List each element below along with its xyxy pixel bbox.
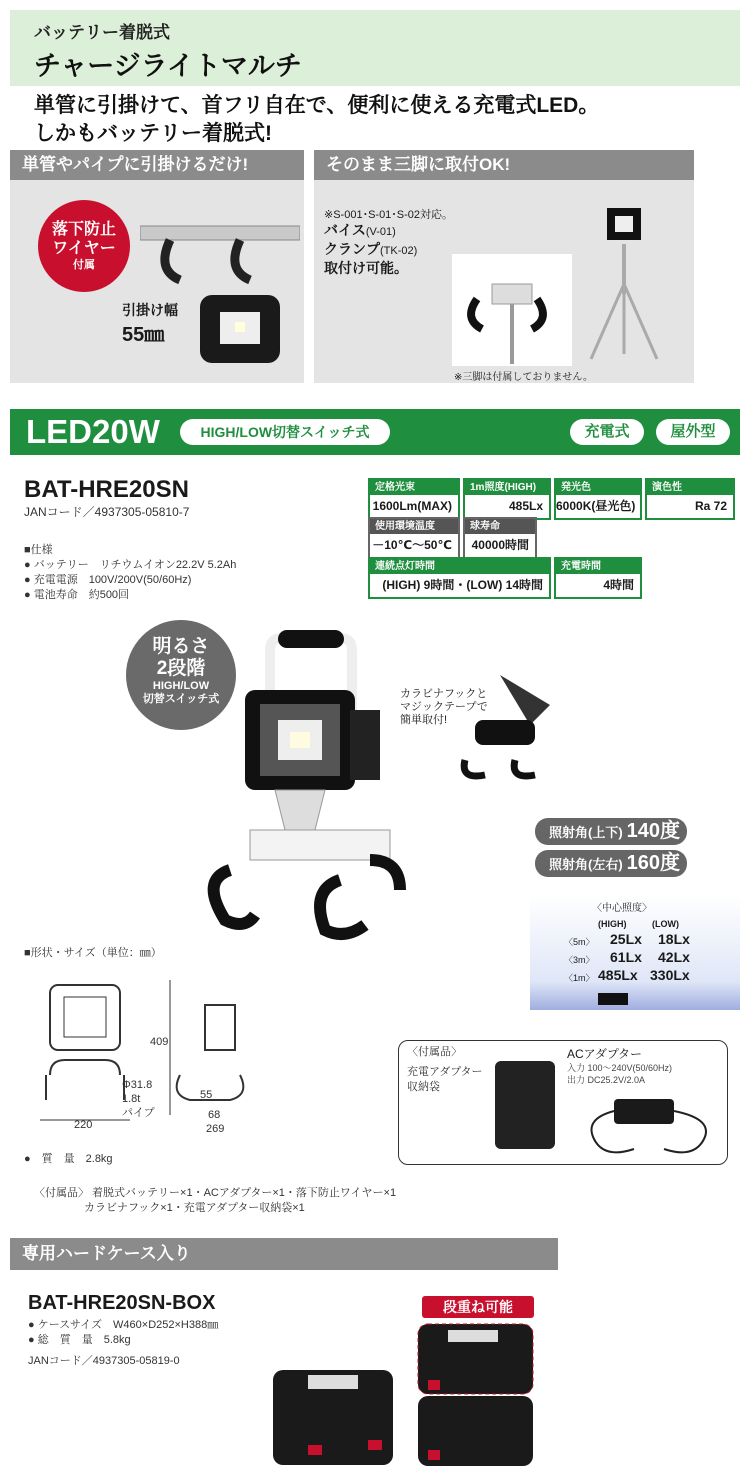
dim-55: 55	[200, 1089, 213, 1101]
led-title: LED20W	[26, 413, 160, 450]
hardcase-illustration	[268, 1320, 548, 1470]
compat-note: ※S-001･S-01･S-02対応。	[324, 209, 454, 221]
accessory-list-2: カラビナフック×1・充電アダプター収納袋×1	[84, 1202, 305, 1214]
badge-line-2: ワイヤー	[52, 240, 116, 257]
illum-dist: 〈5m〉	[564, 937, 595, 947]
dim-269: 269	[206, 1123, 225, 1135]
carabiner-line: 簡単取付!	[400, 714, 448, 726]
dim-pipe: パイプ	[122, 1107, 155, 1119]
outdoor-pill: 屋外型	[656, 419, 730, 445]
spec-box-value: 4時間	[603, 578, 634, 592]
carabiner-line: マジックテープで	[400, 701, 488, 713]
tripod-note: ※三脚は付属しておりません。	[454, 372, 593, 383]
illum-high-val: 485Lx	[598, 967, 638, 983]
spec-heading: ■仕様	[24, 544, 53, 556]
clamp-code: (TK-02)	[380, 245, 418, 257]
spec-box-label: 発光色	[556, 480, 640, 495]
spec-box-value: 40000時間	[471, 538, 529, 552]
dim-409: 409	[150, 1036, 169, 1048]
badge-bright-2: 2段階	[156, 658, 206, 679]
carabiner-line: カラビナフックと	[400, 688, 488, 700]
led-banner	[10, 409, 740, 455]
spec-box-value: Ra 72	[694, 499, 727, 513]
ac-title: ACアダプター	[567, 1047, 642, 1061]
light-source	[598, 993, 628, 1005]
accessory-list-1: 〈付属品〉 着脱式バッテリー×1・ACアダプター×1・落下防止ワイヤー×1	[34, 1187, 397, 1199]
spec-box	[368, 478, 460, 520]
ac-adapter-image	[574, 1089, 724, 1161]
badge-bright-1: 明るさ	[152, 636, 210, 657]
spec-box-label: 1m照度(HIGH)	[465, 480, 549, 495]
acc-bag-2: 収納袋	[407, 1081, 440, 1093]
illum-low-val: 330Lx	[650, 967, 690, 983]
angle-label: 照射角(左右)	[549, 857, 623, 872]
spec-line: ● 電池寿命 約500回	[24, 589, 130, 601]
acc-title: 〈付属品〉	[407, 1046, 462, 1058]
panel-tripod	[314, 150, 694, 383]
badge-bright-3: HIGH/LOW	[152, 680, 210, 692]
vise-label: バイス	[324, 222, 366, 238]
angle-value: 140度	[626, 820, 681, 842]
panel-pipe-heading: 単管やパイプに引掛けるだけ!	[10, 150, 304, 180]
hook-width-value: 55㎜	[122, 324, 165, 346]
lead-line-2: しかもバッテリー着脱式!	[34, 122, 272, 145]
page-title: チャージライトマルチ	[34, 51, 302, 81]
ac-out: 出力 DC25.2V/2.0A	[567, 1075, 646, 1085]
badge-line-3: 付属	[73, 259, 95, 271]
spec-box	[554, 478, 642, 520]
hook-width-label: 引掛け幅	[122, 302, 178, 318]
panel-tripod-heading: そのまま三脚に取付OK!	[314, 150, 694, 180]
ac-in: 入力 100～240V(50/60Hz)	[567, 1063, 673, 1073]
accessories-box	[398, 1040, 728, 1165]
spec-box-label: 充電時間	[556, 559, 640, 574]
jan-code: JANコード／4937305-05810-7	[24, 505, 190, 519]
wire-badge	[38, 200, 130, 292]
illum-low: (LOW)	[652, 919, 679, 929]
rechargeable-pill: 充電式	[570, 419, 644, 445]
illum-title: 〈中心照度〉	[592, 903, 652, 914]
hardcase-heading: 専用ハードケース入り	[10, 1238, 558, 1270]
hardcase-model: BAT-HRE20SN-BOX	[28, 1292, 216, 1314]
illum-high: (HIGH)	[598, 919, 627, 929]
spec-box-label: 球寿命	[465, 519, 535, 534]
illum-dist: 〈1m〉	[564, 973, 595, 983]
spec-box-value: －10℃～50℃	[372, 538, 452, 552]
spec-box-label: 連続点灯時間	[370, 559, 549, 574]
hardcase-jan: JANコード／4937305-05819-0	[28, 1355, 180, 1367]
spec-box	[463, 478, 551, 520]
vise-code: (V-01)	[365, 226, 396, 238]
badge-line-1: 落下防止	[51, 221, 116, 238]
bag-image	[495, 1061, 555, 1149]
spec-box-label: 定格光束	[370, 480, 458, 495]
spec-box	[645, 478, 735, 520]
spec-box-value: 1600Lm(MAX)	[372, 499, 452, 513]
illum-high-val: 25Lx	[610, 931, 642, 947]
attach-label: 取付け可能。	[324, 260, 408, 276]
spec-box-value: 485Lx	[508, 499, 543, 513]
clamp-label: クランプ	[324, 241, 380, 257]
angle-value: 160度	[626, 852, 681, 874]
spec-box-value: 6000K(昼光色)	[556, 499, 636, 513]
spec-box	[554, 557, 642, 599]
dim-31: Φ31.8	[122, 1079, 153, 1091]
spec-box-label: 使用環境温度	[370, 519, 458, 534]
hardcase-weight: ● 総 質 量 5.8kg	[28, 1334, 131, 1346]
weight: ● 質 量 2.8kg	[24, 1153, 113, 1165]
vise-photo	[452, 254, 572, 366]
illuminance-panel	[530, 895, 740, 1010]
product-illustration	[190, 630, 440, 950]
spec-box	[463, 517, 537, 559]
spec-box-value: (HIGH) 9時間・(LOW) 14時間	[382, 578, 543, 592]
pipe-light-illustration	[140, 200, 300, 380]
angle-horizontal	[535, 850, 687, 877]
model-name: BAT-HRE20SN	[24, 476, 189, 503]
spec-line: ● バッテリー リチウムイオン22.2V 5.2Ah	[24, 559, 237, 571]
tripod-text	[324, 222, 417, 277]
acc-bag-1: 充電アダプター	[407, 1066, 483, 1078]
tripod-illustration	[579, 204, 669, 364]
subtitle: バッテリー着脱式	[34, 23, 170, 42]
spec-box	[368, 557, 551, 599]
carabiner-illustration	[455, 665, 555, 785]
title-banner	[10, 10, 740, 86]
dim-220: 220	[74, 1119, 93, 1131]
angle-label: 照射角(上下)	[549, 825, 623, 840]
dim-68: 68	[208, 1109, 221, 1121]
angle-vertical	[535, 818, 687, 845]
spec-line: ● 充電電源 100V/200V(50/60Hz)	[24, 574, 192, 586]
stack-badge: 段重ね可能	[422, 1296, 534, 1318]
lead-line-1: 単管に引掛けて、首フリ自在で、便利に使える充電式LED。	[34, 94, 600, 117]
spec-box-label: 演色性	[647, 480, 733, 495]
illum-low-val: 42Lx	[658, 949, 690, 965]
spec-box	[368, 517, 460, 559]
dimension-heading: ■形状・サイズ（単位：㎜）	[24, 947, 162, 959]
illum-high-val: 61Lx	[610, 949, 642, 965]
badge-bright-4: 切替スイッチ式	[142, 693, 220, 705]
hardcase-size: ● ケースサイズ W460×D252×H388㎜	[28, 1319, 219, 1331]
switch-pill: HIGH/LOW切替スイッチ式	[180, 419, 390, 445]
illum-dist: 〈3m〉	[564, 955, 595, 965]
illum-low-val: 18Lx	[658, 931, 690, 947]
dim-18: 1.8t	[122, 1093, 141, 1105]
panel-pipe	[10, 150, 304, 383]
